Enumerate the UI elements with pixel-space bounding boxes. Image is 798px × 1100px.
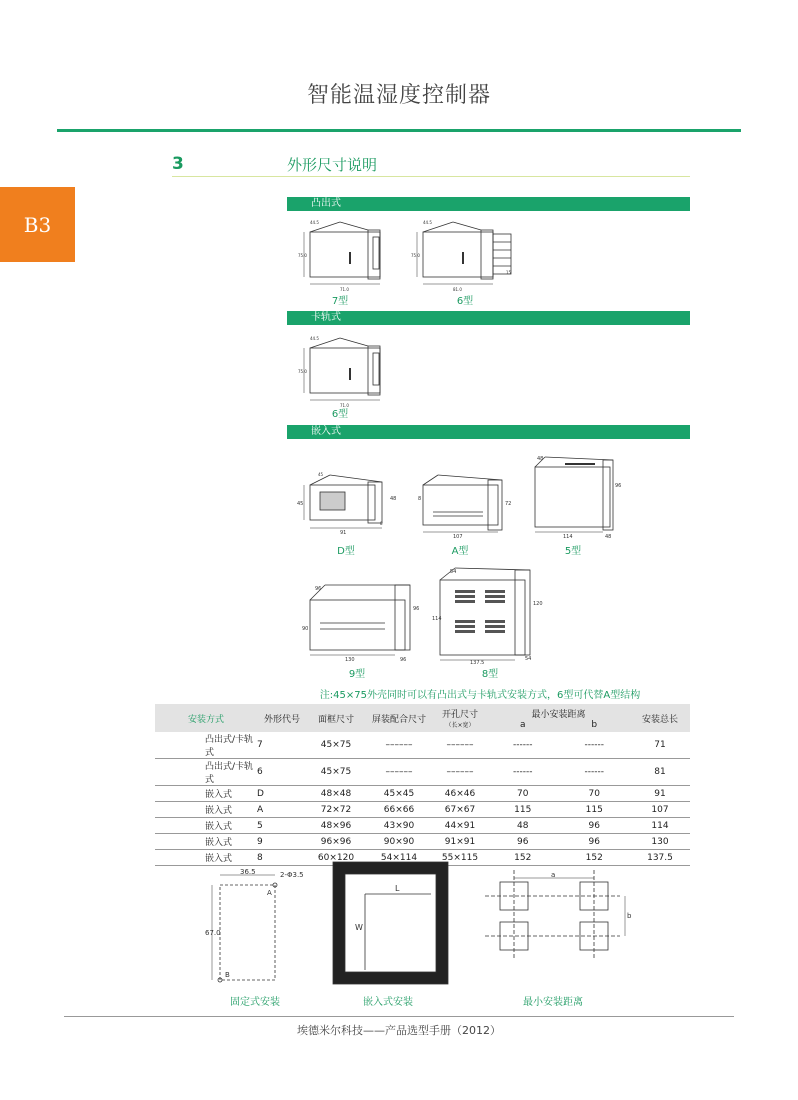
table-cell: 96×96: [307, 834, 365, 850]
dim-label: 8: [380, 521, 383, 526]
table-cell: 152: [487, 850, 559, 866]
page-title: 智能温湿度控制器: [306, 83, 491, 108]
dim-label: 44.5: [310, 220, 319, 225]
table-cell: A: [257, 802, 307, 818]
col-header: 屏装配合尺寸: [371, 714, 426, 725]
dim-label: A: [267, 889, 272, 897]
dim-label: 8: [418, 496, 422, 502]
table-cell: ------: [559, 732, 631, 759]
table-cell: ––––––: [433, 759, 487, 786]
dim-label: 96: [413, 606, 420, 612]
table-cell: 91: [630, 786, 690, 802]
col-subheader: a: [519, 719, 526, 730]
table-cell: 115: [487, 802, 559, 818]
drawing-type-6: [413, 212, 523, 292]
dim-label: W: [355, 923, 363, 932]
table-cell: 70: [559, 786, 631, 802]
header-divider: [57, 129, 741, 132]
dim-label: 91: [340, 530, 347, 536]
caption-type-8: 8型: [481, 669, 499, 680]
drawing-embed-install: [333, 862, 448, 987]
drawing-type-7: [300, 212, 400, 292]
table-cell: 46×46: [433, 786, 487, 802]
col-header-cutout: [433, 704, 487, 732]
drawing-rail-6: [300, 328, 400, 406]
caption-type-7: 7型: [331, 296, 349, 307]
table-cell: 60×120: [307, 850, 365, 866]
table-cell: 130: [630, 834, 690, 850]
caption-type-5: 5型: [564, 546, 582, 557]
table-cell: ------: [487, 732, 559, 759]
table-cell: 5: [257, 818, 307, 834]
drawing-type-D: [297, 470, 400, 540]
table-cell: D: [257, 786, 307, 802]
drawing-type-9: [300, 575, 430, 665]
dim-label: 96: [315, 586, 322, 592]
drawing-min-distance: [485, 870, 635, 960]
caption-rail-6: 6型: [331, 409, 349, 420]
dim-label: 90: [302, 626, 309, 632]
table-row: [155, 818, 690, 834]
table-cell: ––––––: [365, 732, 433, 759]
table-cell: 114: [630, 818, 690, 834]
table-cell: 45×45: [365, 786, 433, 802]
table-cell: 7: [257, 732, 307, 759]
dim-label: 44.5: [310, 336, 319, 341]
caption-type-6: 6型: [456, 296, 474, 307]
table-row: [155, 802, 690, 818]
table-cell: 54×114: [365, 850, 433, 866]
dim-label: 75.0: [298, 253, 307, 258]
table-header-row: [155, 704, 690, 732]
col-header: 最小安装距离: [531, 709, 586, 720]
table-cell: 48×48: [307, 786, 365, 802]
table-cell: 71: [630, 732, 690, 759]
dim-label: 81.0: [453, 287, 462, 292]
dim-label: 96: [400, 657, 407, 663]
footer-text: 埃德米尔科技——产品选型手册（2012）: [297, 1024, 501, 1037]
chapter-tab: B3: [0, 187, 75, 262]
table-cell: 凸出式/卡轨式: [155, 732, 257, 759]
dim-label: 72: [505, 501, 512, 507]
note: 注:45×75外壳同时可以有凸出式与卡轨式安装方式，6型可代替A型结构: [319, 690, 641, 701]
caption-type-9: 9型: [348, 669, 366, 680]
dim-label: 75.0: [298, 369, 307, 374]
dim-label: 36.5: [240, 868, 256, 876]
caption-type-D: D型: [337, 546, 355, 557]
caption-type-A: A型: [451, 546, 469, 557]
table-cell: 6: [257, 759, 307, 786]
col-header: 安装总长: [641, 714, 678, 725]
table-cell: ------: [487, 759, 559, 786]
table-cell: 90×90: [365, 834, 433, 850]
table-cell: ––––––: [365, 759, 433, 786]
col-subheader: b: [591, 719, 598, 730]
table-cell: 嵌入式: [155, 818, 257, 834]
section-number: 3: [172, 154, 184, 174]
dim-label: 48: [537, 456, 544, 462]
caption-min-distance: 最小安装距离: [523, 997, 583, 1008]
drawing-fixed-install: [200, 865, 310, 990]
table-cell: 48: [487, 818, 559, 834]
group-bar-rail: 卡轨式: [287, 311, 690, 325]
dim-label: 107: [453, 534, 463, 540]
dim-label: 44.5: [423, 220, 432, 225]
table-cell: 嵌入式: [155, 802, 257, 818]
dim-label: 114: [563, 534, 573, 540]
dim-label: 48: [605, 534, 612, 540]
dim-label: 96: [615, 483, 622, 489]
dim-label: 54: [450, 569, 457, 575]
table-cell: 嵌入式: [155, 786, 257, 802]
group-bar-embed: 嵌入式: [287, 425, 690, 439]
dim-label: 15: [506, 270, 512, 275]
table-cell: ------: [559, 759, 631, 786]
table-row: [155, 786, 690, 802]
drawing-type-8: [430, 565, 560, 665]
col-header: 面框尺寸: [317, 714, 354, 725]
drawing-type-5: [525, 452, 625, 542]
table-cell: 45×75: [307, 759, 365, 786]
col-header: 外形代号: [263, 714, 300, 725]
table-body: [155, 732, 690, 866]
table-cell: 96: [559, 834, 631, 850]
dim-label: 114: [432, 616, 442, 622]
col-header: 安装方式: [187, 714, 224, 725]
dim-label: 137.5: [470, 660, 485, 666]
table-cell: 嵌入式: [155, 850, 257, 866]
table-cell: 152: [559, 850, 631, 866]
table-cell: 81: [630, 759, 690, 786]
table-cell: 44×91: [433, 818, 487, 834]
table-cell: 96: [487, 834, 559, 850]
footer-divider: [64, 1016, 734, 1017]
section-divider: [172, 176, 690, 177]
dim-label: 45: [318, 472, 324, 477]
section-title: 外形尺寸说明: [287, 156, 378, 174]
dim-label: 2-Φ3.5: [280, 871, 304, 879]
dim-label: L: [395, 884, 400, 893]
table-cell: 9: [257, 834, 307, 850]
dim-label: 71.0: [340, 287, 349, 292]
caption-fixed-install: 固定式安装: [230, 997, 280, 1008]
dim-label: a: [551, 871, 556, 879]
dim-label: 67.0: [205, 929, 221, 937]
table-cell: 66×66: [365, 802, 433, 818]
table-cell: 67×67: [433, 802, 487, 818]
table-cell: 凸出式/卡轨式: [155, 759, 257, 786]
col-subheader: （长×宽）: [445, 722, 475, 729]
table-cell: ––––––: [433, 732, 487, 759]
caption-embed-install: 嵌入式安装: [363, 997, 413, 1008]
group-bar-protrude: 凸出式: [287, 197, 690, 211]
table-row: [155, 834, 690, 850]
dim-label: b: [627, 912, 632, 920]
dim-label: 120: [533, 601, 543, 607]
spec-table: [155, 704, 690, 866]
table-cell: 8: [257, 850, 307, 866]
drawing-type-A: [413, 470, 513, 540]
table-cell: 115: [559, 802, 631, 818]
table-cell: 48×96: [307, 818, 365, 834]
dim-label: 54: [525, 656, 532, 662]
dim-label: 75.0: [411, 253, 420, 258]
table-cell: 45×75: [307, 732, 365, 759]
table-row: [155, 732, 690, 759]
table-cell: 137.5: [630, 850, 690, 866]
table-cell: 嵌入式: [155, 834, 257, 850]
dim-label: 45: [297, 501, 304, 507]
table-cell: 55×115: [433, 850, 487, 866]
table-cell: 107: [630, 802, 690, 818]
table-cell: 91×91: [433, 834, 487, 850]
table-cell: 96: [559, 818, 631, 834]
dim-label: 130: [345, 657, 355, 663]
dim-label: 48: [390, 496, 397, 502]
table-cell: 70: [487, 786, 559, 802]
table-row: [155, 759, 690, 786]
col-header-min-distance: [487, 704, 630, 732]
col-header: 开孔尺寸: [441, 710, 478, 720]
dim-label: 71.0: [340, 403, 349, 408]
dim-label: B: [225, 971, 230, 979]
table-cell: 43×90: [365, 818, 433, 834]
table-cell: 72×72: [307, 802, 365, 818]
